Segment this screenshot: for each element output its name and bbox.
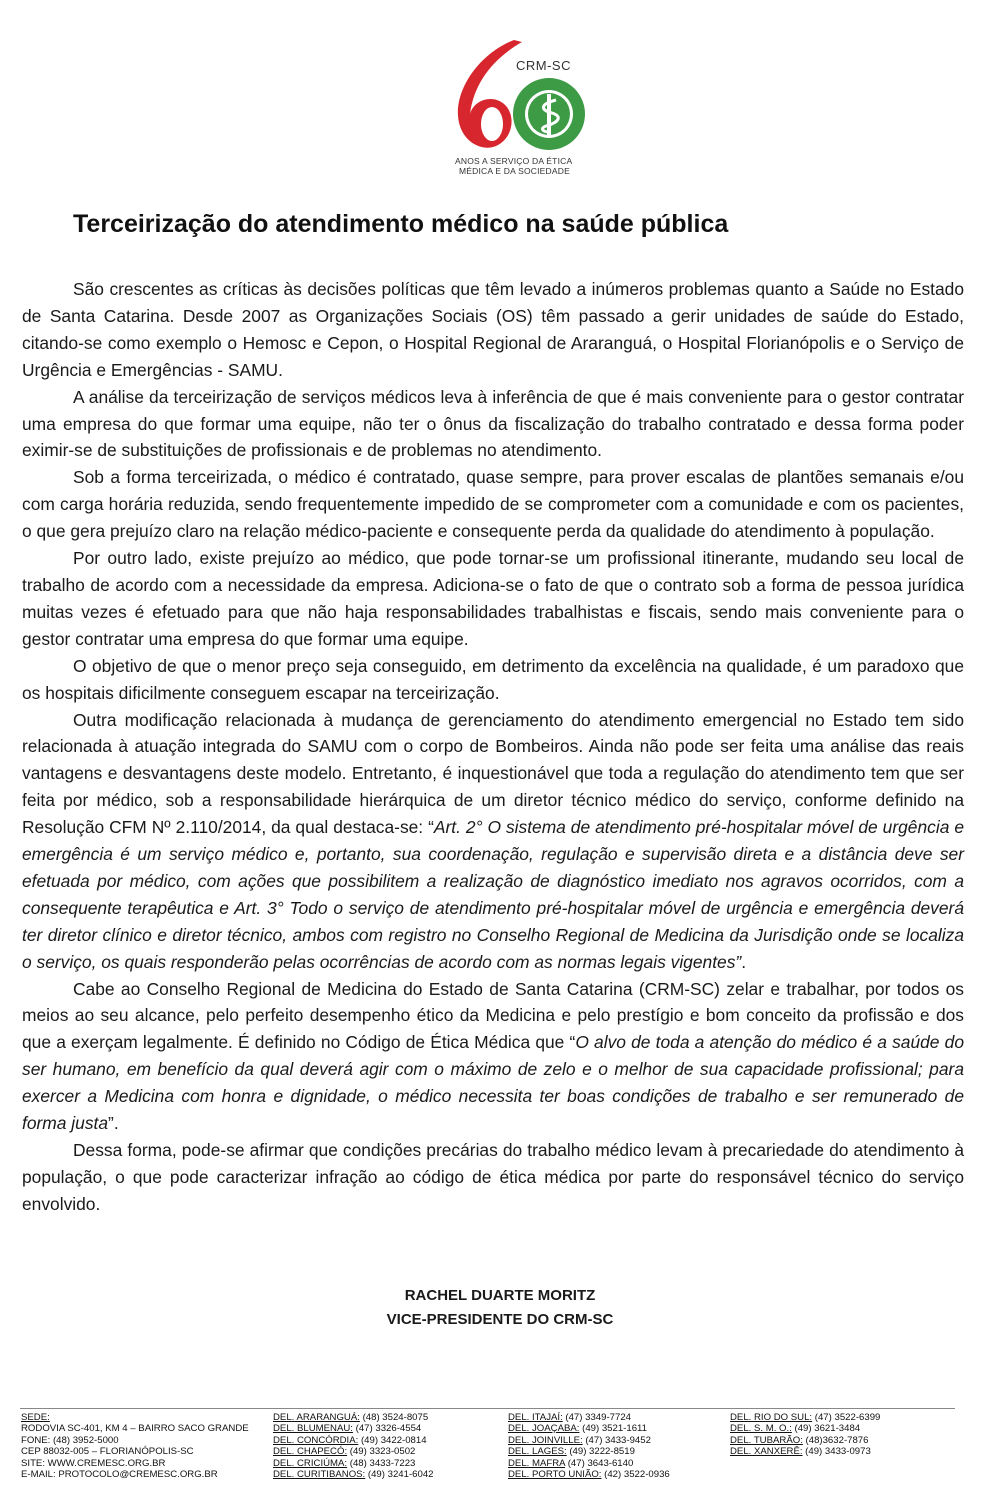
footer-delegation (508, 1469, 670, 1480)
footer-delegation (273, 1446, 434, 1457)
signature-name: RACHEL DUARTE MORITZ (404, 1287, 596, 1304)
delegation-name: DEL. BLUMENAU: (273, 1423, 353, 1435)
logo-tagline-2: MÉDICA E DA SOCIEDADE (459, 166, 570, 176)
delegation-name: DEL. CHAPECÓ: (273, 1446, 348, 1458)
delegation-name: DEL. TUBARÃO: (730, 1434, 803, 1446)
delegation-phone: (48) 3524-8075 (359, 1412, 429, 1423)
paragraph: São crescentes as críticas às decisões políticas que têm levado a inúmeros problemas quanto a Saúde no Estado de Santa Catarina. Desde 2007 as Organizações Sociais (OS) têm passado a gerir unidades de saúde do Estado, citando-se como exemplo o Hemosc e Cepon, o Hospital Regional de Araranguá, o Hospital Florianópolis e o Serviço de Urgência e Emergências - SAMU. (22, 279, 964, 380)
footer-phone: FONE: (48) 3952-5000 (21, 1434, 119, 1446)
footer-delegations-column-2 (508, 1412, 670, 1480)
paragraph: Por outro lado, existe prejuízo ao médico, que pode tornar-se um profissional itinerante, mudando seu local de trabalho de acordo com a necessidade da empresa. Adiciona-se o fato de que o contrato sob a forma de pessoa jurídica muitas vezes é efetuado para que não haja responsabilidades trabalhistas e fiscais, sendo mais conveniente para o gestor contratar uma empresa do que formar uma equipe. (22, 548, 964, 649)
paragraph: O objetivo de que o menor preço seja conseguido, em detrimento da excelência na qualidade, é um paradoxo que os hospitais dificilmente conseguem escapar na terceirização. (22, 655, 964, 703)
delegation-phone: (49) 3433-0973 (802, 1446, 871, 1458)
footer-delegation (273, 1458, 434, 1469)
page-title: Terceirização do atendimento médico na saúde pública (73, 210, 729, 238)
footer-delegation (273, 1423, 434, 1434)
paragraph (22, 976, 964, 1137)
delegation-phone: (49) 3241-6042 (365, 1469, 434, 1481)
article-body (22, 276, 964, 1218)
footer-divider (20, 1408, 955, 1409)
footer-address: RODOVIA SC-401, KM 4 – BAIRRO SACO GRANDE (21, 1423, 249, 1435)
delegation-name: DEL. CURITIBANOS: (273, 1469, 366, 1481)
delegation-name: DEL. JOAÇABA: (508, 1423, 580, 1435)
footer-delegation (730, 1435, 880, 1446)
delegation-name: DEL. JOINVILLE: (508, 1434, 583, 1446)
paragraph (22, 707, 964, 976)
footer-cep: CEP 88032-005 – FLORIANÓPOLIS-SC (21, 1446, 194, 1458)
paragraph-end: . (741, 951, 747, 972)
paragraph: A análise da terceirização de serviços médicos leva à inferência de que é mais conveniente para o gestor contratar uma empresa do que formar uma equipe, não ter o ônus da fiscalização do trabalho contratado e dessa forma poder eximir-se de substituições de profissionais e de problemas no atendimento. (22, 386, 964, 461)
footer-site-link[interactable]: SITE: WWW.CREMESC.ORG.BR (21, 1457, 166, 1469)
logo-60-graphic (452, 34, 592, 154)
logo-brand-text: CRM-SC (516, 58, 571, 73)
signature-block (0, 1284, 1000, 1332)
delegation-phone: (49) 3222-8519 (566, 1446, 635, 1458)
logo-tagline-1: ANOS A SERVIÇO DA ÉTICA (455, 156, 573, 166)
footer-delegation (730, 1423, 880, 1434)
delegation-phone: (47) 3349-7724 (562, 1412, 632, 1423)
footer-delegation (273, 1469, 434, 1480)
delegation-phone: (47) 3643-6140 (565, 1457, 634, 1469)
footer-delegation (508, 1446, 670, 1457)
paragraph: Dessa forma, pode-se afirmar que condições precárias do trabalho médico levam à precariedade do atendimento à população, o que pode caracterizar infração ao código de ética médica por parte do responsável técnico do serviço envolvido. (22, 1140, 964, 1214)
delegation-name: DEL. CRICIÚMA: (273, 1457, 348, 1469)
footer-delegation (273, 1412, 434, 1423)
footer-delegation (508, 1423, 670, 1434)
quoted-code: O alvo de toda a atenção do médico é a saúde do ser humano, em benefício da qual deverá agir com o máximo de zelo e o melhor de sua capacidade profissional; para exercer a Medicina com honra e dignidade, o médico necessita ter boas condições de trabalho e ser remunerado de forma justa (22, 1032, 964, 1134)
delegation-name: DEL. PORTO UNIÃO: (508, 1469, 602, 1481)
signature-role: VICE-PRESIDENTE DO CRM-SC (386, 1311, 614, 1328)
footer-delegation (508, 1412, 670, 1423)
delegation-name: DEL. MAFRA (508, 1457, 566, 1469)
footer-sede-label: SEDE: (21, 1412, 50, 1423)
delegation-name: DEL. S. M. O.: (730, 1423, 792, 1435)
footer-delegation (508, 1435, 670, 1446)
delegation-phone: (42) 3522-0936 (601, 1469, 670, 1481)
footer-delegation (730, 1412, 880, 1423)
quoted-resolution: Art. 2° O sistema de atendimento pré-hospitalar móvel de urgência e emergência é um serviço médico e, portanto, sua coordenação, regulação e supervisão direta e a distância deve ser efetuada por médico, com ações que possibilitem a realização de diagnóstico imediato nos agravos ocorridos, com a consequente terapêutica e Art. 3° Todo o serviço de atendimento pré-hospitalar móvel de urgência e emergência deverá ter diretor clínico e diretor técnico, ambos com registro no Conselho Regional de Medicina da Jurisdição onde se localiza o serviço, os quais responderão pelas ocorrências de acordo com as normas legais vigentes” (22, 817, 964, 972)
paragraph: Sob a forma terceirizada, o médico é contratado, quase sempre, para prover escalas de plantões semanais e/ou com carga horária reduzida, sendo frequentemente impedido de se comprometer com a comunidade e com os pacientes, o que gera prejuízo claro na relação médico-paciente e consequente perda da qualidade do atendimento à população. (22, 467, 964, 542)
delegation-name: DEL. XANXERÊ: (730, 1446, 803, 1458)
delegation-phone: (47) 3326-4554 (352, 1423, 422, 1435)
delegation-name: DEL. CONCÓRDIA: (273, 1434, 359, 1446)
footer-delegation (730, 1446, 880, 1457)
footer-email-link[interactable]: E-MAIL: PROTOCOLO@CREMESC.ORG.BR (21, 1469, 218, 1481)
paragraph-text: Outra modificação relacionada à mudança de gerenciamento do atendimento emergencial no Estado tem sido relacionada à atuação integrada do SAMU com o corpo de Bombeiros. Ainda não pode ser feita uma análise das reais vantagens e desvantagens deste modelo. Entretanto, é inquestionável que toda a regulação do atendimento tem que ser feita por médico, sob a responsabilidade hierárquica de um diretor técnico médico do serviço, conforme definido na Resolução CFM Nº 2.110/2014, da qual destaca-se: “ (22, 709, 964, 838)
footer-sede-column (21, 1412, 249, 1480)
delegation-phone: (49) 3621-3484 (791, 1423, 861, 1435)
crm-sc-logo (452, 34, 592, 180)
delegation-phone: (48) 3433-7223 (347, 1457, 416, 1469)
delegation-phone: (47) 3522-6399 (812, 1412, 881, 1423)
delegation-name: DEL. LAGES: (508, 1446, 567, 1458)
delegation-phone: (47) 3433-9452 (582, 1434, 651, 1446)
paragraph-end: ”. (108, 1113, 119, 1134)
paragraph-text: Cabe ao Conselho Regional de Medicina do Estado de Santa Catarina (CRM-SC) zelar e trabalhar, por todos os meios ao seu alcance, pelo perfeito desempenho ético da Medicina e pelo prestígio e bom conceito da profissão e dos que a exerçam legalmente. É definido no Código de Ética Médica que “ (22, 978, 964, 1053)
delegation-name: DEL. ITAJAÍ: (508, 1412, 563, 1423)
delegation-name: DEL. ARARANGUÁ: (273, 1412, 360, 1423)
delegation-name: DEL. RIO DO SUL: (730, 1412, 813, 1423)
delegation-phone: (49) 3422-0814 (358, 1434, 427, 1446)
delegation-phone: (49) 3323-0502 (347, 1446, 416, 1458)
footer-delegation (508, 1458, 670, 1469)
footer-delegations-column-3 (730, 1412, 880, 1458)
delegation-phone: (49) 3521-1611 (579, 1423, 648, 1435)
footer-delegations-column-1 (273, 1412, 434, 1480)
delegation-phone: (48)3632-7876 (802, 1434, 869, 1446)
footer-delegation (273, 1435, 434, 1446)
